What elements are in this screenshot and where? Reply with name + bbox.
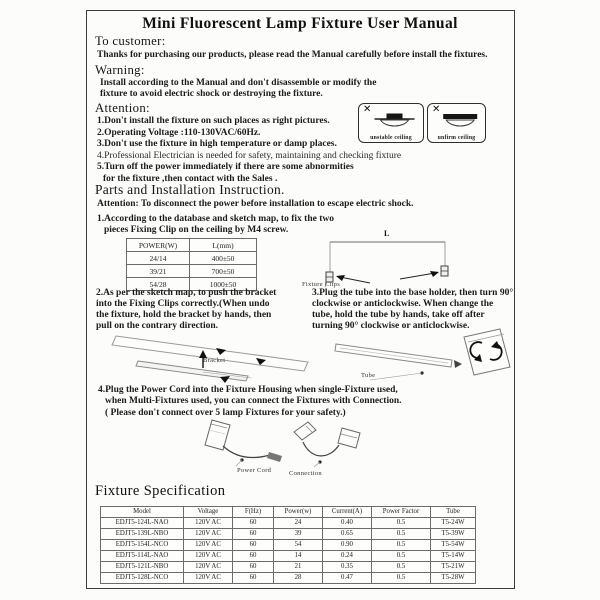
table-cell: 0.24: [323, 551, 372, 562]
page-title: Mini Fluorescent Lamp Fixture User Manual: [142, 15, 458, 32]
ceiling-caption: unfirm ceiling: [437, 135, 476, 141]
table-cell: 700±50: [190, 265, 257, 278]
step4-line: ( Please don't connect over 5 lamp Fixtures for your safety.): [105, 407, 346, 418]
text-line: pull on the contrary direction.: [96, 321, 219, 331]
step4-line: when Multi-Fixtures used, you can connect the Fixtures with Connection.: [105, 396, 402, 407]
table-row: [101, 529, 476, 540]
table-cell: T5-24W: [431, 518, 476, 529]
table-cell: 0.5: [372, 562, 431, 573]
table-cell: 14: [274, 551, 323, 562]
attention-item: for the fixture ,then contact with the Sales .: [103, 173, 278, 184]
table-row: [101, 562, 476, 573]
warning-line: Install according to the Manual and don't disassemble or modify the: [100, 78, 377, 88]
header-row: [127, 239, 257, 252]
table-cell: 54/28: [127, 278, 190, 291]
text-line: clockwise or anticlockwise. When change the: [312, 299, 494, 309]
table-row: [127, 265, 257, 278]
table-cell: EDJT5-139L-NBO: [101, 529, 184, 540]
text-line: 3.Plug the tube into the base holder, then turn 90°: [312, 288, 514, 298]
table-cell: 120V AC: [184, 529, 233, 540]
table-cell: 120V AC: [184, 573, 233, 584]
table-cell: 39: [274, 529, 323, 540]
parts-heading: Parts and Installation Instruction.: [95, 182, 285, 197]
text-line: 2.As per the sketch map, to push the bracket: [96, 288, 277, 298]
table-cell: T5-39W: [431, 529, 476, 540]
table-cell: T5-14W: [431, 551, 476, 562]
ceiling-caption: unstable ceiling: [370, 135, 412, 141]
bracket-diagram: [108, 328, 323, 380]
unstable-ceiling-diagram: [373, 111, 417, 129]
unfirm-ceiling-diagram: [440, 111, 480, 129]
table-cell: EDJT5-128L-NCO: [101, 573, 184, 584]
table-cell: T5-21W: [431, 562, 476, 573]
step1-line: pieces Fixing Clip on the ceiling by M4 screw.: [104, 225, 289, 235]
spec-heading: Fixture Specification: [95, 483, 226, 499]
text-line: tube, hold the tube by hands, take off after: [312, 310, 485, 320]
power-length-table: [126, 238, 257, 291]
fixture-spec-table: [100, 506, 476, 584]
table-cell: 0.65: [323, 529, 372, 540]
table-row: [101, 573, 476, 584]
attention-item: 1.Don't install the fixture on such places as right pictures.: [97, 116, 330, 126]
table-row: [101, 540, 476, 551]
power-cord-label: Power Cord: [237, 467, 272, 474]
table-cell: 60: [233, 562, 274, 573]
unfirm-ceiling-box: [427, 103, 486, 143]
header-row: [101, 507, 476, 518]
column-header: Power(w): [274, 507, 323, 518]
table-cell: 0.5: [372, 540, 431, 551]
table-cell: 400±50: [190, 252, 257, 265]
table-cell: 54: [274, 540, 323, 551]
attention-item: 2.Operating Voltage :110-130VAC/60Hz.: [97, 127, 261, 138]
table-row: [101, 518, 476, 529]
parts-attention-text: Attention: To disconnect the power before installation to escape electric shock.: [97, 199, 414, 209]
table-row: [127, 252, 257, 265]
table-cell: EDJT5-121L-NBO: [101, 562, 184, 573]
table-cell: 120V AC: [184, 562, 233, 573]
connection-label: Connection: [289, 470, 322, 477]
column-header: Power Factor: [372, 507, 431, 518]
table-cell: 120V AC: [184, 518, 233, 529]
step4-line: 4.Plug the Power Cord into the Fixture Housing when single-Fixture used,: [98, 385, 398, 395]
bracket-label: Bracket: [203, 357, 226, 364]
step4-text: [98, 385, 402, 419]
warning-text: [100, 78, 376, 100]
table-cell: 0.35: [323, 562, 372, 573]
column-header: L(mm): [190, 239, 257, 252]
table-cell: T5-28W: [431, 573, 476, 584]
column-header: Tube: [431, 507, 476, 518]
x-mark-icon: ✕: [432, 104, 441, 115]
x-mark-icon: ✕: [363, 104, 372, 115]
tube-label: Tube: [361, 372, 376, 379]
to-customer-heading: To customer:: [95, 34, 166, 48]
column-header: F(Hz): [233, 507, 274, 518]
fixture-clips-label: Fixture Clips: [302, 281, 341, 288]
warning-line: fixture to avoid electric shock or destroying the fixture.: [100, 89, 323, 99]
attention-item: 3.Don't use the fixture in high temperature or damp places.: [97, 139, 337, 150]
table-cell: 0.40: [323, 518, 372, 529]
table-cell: 60: [233, 551, 274, 562]
attention-list: [97, 116, 401, 186]
column-header: Model: [101, 507, 184, 518]
table-cell: 120V AC: [184, 551, 233, 562]
unstable-ceiling-box: [358, 103, 424, 143]
table-cell: 120V AC: [184, 540, 233, 551]
to-customer-text: Thanks for purchasing our products, please read the Manual carefully before install the fixtures.: [97, 50, 488, 60]
text-line: into the Fixing Clips correctly.(When undo: [96, 299, 270, 309]
power-cord-diagram: [205, 420, 282, 466]
table-cell: 60: [233, 540, 274, 551]
table-cell: 39/21: [127, 265, 190, 278]
dimension-label: L: [384, 229, 390, 238]
table-cell: 21: [274, 562, 323, 573]
step2-text: [96, 288, 276, 332]
column-header: Current(A): [323, 507, 372, 518]
cable-diagrams: [182, 418, 382, 470]
table-cell: EDJT5-124L-NAO: [101, 518, 184, 529]
column-header: POWER(W): [127, 239, 190, 252]
tube-diagram: [330, 320, 512, 388]
connection-diagram: [294, 422, 360, 467]
table-cell: 0.47: [323, 573, 372, 584]
attention-item: 5.Turn off the power immediately if there are some abnormities: [97, 162, 354, 173]
column-header: Voltage: [184, 507, 233, 518]
step1-line: 1.According to the database and sketch map, to fix the two: [97, 214, 334, 224]
table-cell: EDJT5-114L-NAO: [101, 551, 184, 562]
table-cell: 0.90: [323, 540, 372, 551]
table-row: [101, 551, 476, 562]
table-cell: 0.5: [372, 573, 431, 584]
table-cell: 24: [274, 518, 323, 529]
table-cell: 1000±50: [190, 278, 257, 291]
table-cell: 60: [233, 529, 274, 540]
attention-item: 4.Professional Electrician is needed for safety, maintaining and checking fixture: [97, 150, 402, 161]
table-cell: 60: [233, 573, 274, 584]
table-cell: EDJT5-154L-NCO: [101, 540, 184, 551]
table-cell: 0.5: [372, 551, 431, 562]
table-cell: 0.5: [372, 518, 431, 529]
text-line: turning 90° clockwise or anticlockwise.: [312, 321, 470, 331]
table-cell: 28: [274, 573, 323, 584]
warning-heading: Warning:: [95, 63, 145, 77]
table-cell: 0.5: [372, 529, 431, 540]
table-cell: 24/14: [127, 252, 190, 265]
table-cell: T5-54W: [431, 540, 476, 551]
attention-heading: Attention:: [95, 101, 150, 115]
table-cell: 60: [233, 518, 274, 529]
text-line: the fixture, hold the bracket by hands, then: [96, 310, 272, 320]
